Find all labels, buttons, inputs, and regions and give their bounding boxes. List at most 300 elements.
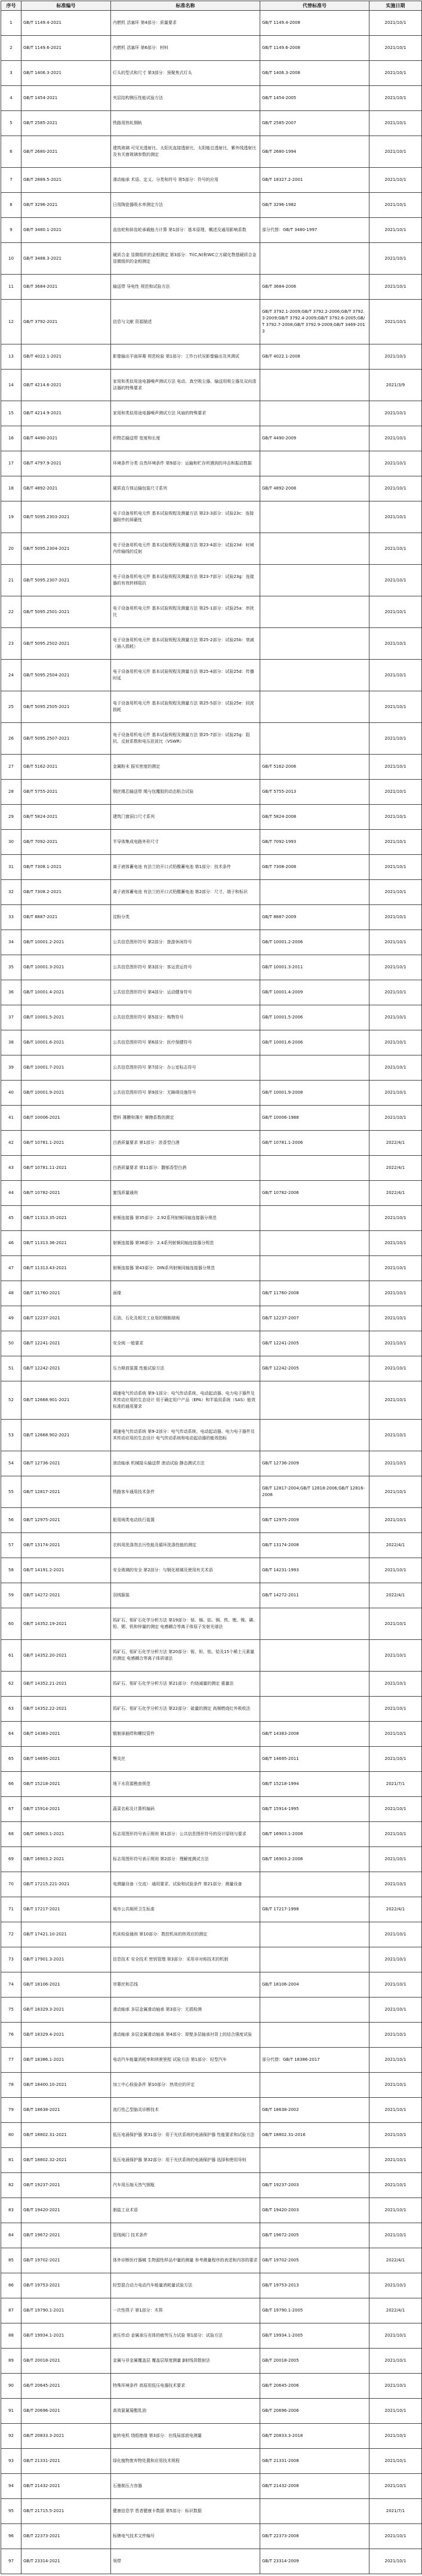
table-row [1, 2349, 422, 2374]
cell-replaced-standard: GB/T 18802.31-2016 [260, 2123, 369, 2148]
cell-effective-date: 2021/10/1 [369, 275, 422, 300]
table-row [1, 1972, 422, 1998]
cell-serial-number: 58 [1, 1558, 21, 1583]
cell-standard-number: GB/T 21432-2021 [21, 2474, 111, 2499]
cell-serial-number: 6 [1, 136, 21, 168]
cell-effective-date: 2021/10/1 [369, 2323, 422, 2349]
cell-standard-name: 电测量设备（交流） 通用要求、试验和试验条件 第21部分：测量设备 [111, 1872, 260, 1897]
cell-serial-number: 56 [1, 1508, 21, 1533]
cell-standard-number: GB/T 19420-2021 [21, 2198, 111, 2223]
cell-standard-name: 地下水资源勘查规范 [111, 1772, 260, 1797]
header-standard-name: 标准名称 [111, 1, 260, 11]
cell-serial-number: 47 [1, 1256, 21, 1281]
cell-standard-number: GB/T 4022.1-2021 [21, 344, 111, 370]
cell-standard-number: GB/T 5162-2021 [21, 755, 111, 780]
cell-serial-number: 5 [1, 111, 21, 136]
table-row [1, 1822, 422, 1847]
cell-standard-number: GB/T 3488.3-2021 [21, 243, 111, 275]
cell-serial-number: 29 [1, 805, 21, 830]
cell-standard-number: GB/T 19790.1-2021 [21, 2298, 111, 2323]
cell-serial-number: 76 [1, 2023, 21, 2048]
cell-standard-name: 船用阀类电动执行装置 [111, 1508, 260, 1533]
cell-standard-name: 内燃机 活塞环 第6部分：材料 [111, 36, 260, 61]
cell-effective-date: 2021/10/1 [369, 2173, 422, 2198]
cell-effective-date: 2021/10/1 [369, 136, 422, 168]
cell-replaced-standard [260, 243, 369, 275]
cell-serial-number: 10 [1, 243, 21, 275]
cell-replaced-standard: GB/T 20696-2006 [260, 2399, 369, 2424]
cell-serial-number: 16 [1, 426, 21, 451]
cell-standard-name: 电子设备用机电元件 基本试验规程及测量方法 第25-1部分：试验25a：串扰比 [111, 596, 260, 628]
cell-replaced-standard: GB/T 18327.2-2001 [260, 168, 369, 193]
table-row [1, 1797, 422, 1822]
table-row [1, 426, 422, 451]
cell-serial-number: 63 [1, 1697, 21, 1722]
cell-standard-name: 衣料用洗涤剂去污性能及循环洗涤性能的测定 [111, 1533, 260, 1558]
cell-standard-name: 蜜饯质量通则 [111, 1181, 260, 1206]
cell-serial-number: 64 [1, 1722, 21, 1747]
table-row [1, 2098, 422, 2123]
cell-replaced-standard: 部分代替：GB/T 3480-1997 [260, 218, 369, 243]
header-serial-number: 序号 [1, 1, 21, 11]
table-row [1, 1747, 422, 1772]
cell-standard-name: 加工中心检验条件 第10部分：热效应的评定 [111, 2073, 260, 2098]
table-row [1, 1356, 422, 1381]
cell-serial-number: 93 [1, 2449, 21, 2474]
cell-serial-number: 90 [1, 2374, 21, 2399]
cell-standard-number: GB/T 4490-2021 [21, 426, 111, 451]
cell-standard-name: 石墨制压力容器 [111, 2474, 260, 2499]
cell-serial-number: 79 [1, 2098, 21, 2123]
cell-serial-number: 45 [1, 1206, 21, 1231]
cell-effective-date: 2021/10/1 [369, 1055, 422, 1081]
cell-standard-number: GB/T 2680-2021 [21, 136, 111, 168]
cell-standard-name: 高效氯氰菊酯乳油 [111, 2399, 260, 2424]
table-row [1, 1381, 422, 1420]
cell-serial-number: 32 [1, 880, 21, 905]
cell-replaced-standard: GB/T 1406.3-2008 [260, 61, 369, 86]
cell-replaced-standard [260, 1256, 369, 1281]
cell-replaced-standard: GB/T 14272-2011 [260, 1583, 369, 1608]
cell-replaced-standard: GB/T 15914-1995 [260, 1797, 369, 1822]
table-row [1, 955, 422, 980]
table-row [1, 1640, 422, 1672]
cell-replaced-standard: GB/T 1149.6-2008 [260, 36, 369, 61]
cell-replaced-standard: GB/T 10001.5-2006 [260, 1005, 369, 1030]
cell-standard-number: GB/T 1149.6-2021 [21, 36, 111, 61]
cell-standard-number: GB/T 19237-2021 [21, 2173, 111, 2198]
cell-replaced-standard: GB/T 12736-2009 [260, 1451, 369, 1476]
cell-standard-name: 夹层结构侧压性能试验方法 [111, 86, 260, 111]
cell-standard-number: GB/T 11760-2021 [21, 1281, 111, 1306]
cell-standard-number: GB/T 15218-2021 [21, 1772, 111, 1797]
cell-serial-number: 84 [1, 2223, 21, 2248]
table-row [1, 1306, 422, 1331]
cell-serial-number: 42 [1, 1131, 21, 1156]
cell-standard-number: GB/T 12242-2021 [21, 1356, 111, 1381]
cell-serial-number: 33 [1, 905, 21, 930]
cell-effective-date: 2021/10/1 [369, 1420, 422, 1451]
cell-standard-name: 日用陶瓷器吸水率测定方法 [111, 193, 260, 218]
cell-standard-name: 汽车用压缩天然气钢瓶 [111, 2173, 260, 2198]
cell-standard-name: 铁路用热轧钢轨 [111, 111, 260, 136]
cell-effective-date: 2021/10/1 [369, 2098, 422, 2123]
cell-standard-number: GB/T 12241-2021 [21, 1331, 111, 1356]
table-row [1, 36, 422, 61]
cell-effective-date: 2021/7/1 [369, 1772, 422, 1797]
table-row [1, 1998, 422, 2023]
cell-standard-number: GB/T 10781.1-2021 [21, 1131, 111, 1156]
cell-standard-number: GB/T 5095.2507-2021 [21, 723, 111, 755]
cell-effective-date: 2021/10/1 [369, 1081, 422, 1106]
cell-standard-name: 管线阀门 技术条件 [111, 2223, 260, 2248]
cell-serial-number: 17 [1, 451, 21, 476]
table-row [1, 1533, 422, 1558]
cell-standard-number: GB/T 19702-2021 [21, 2248, 111, 2273]
table-row [1, 1420, 422, 1451]
cell-replaced-standard [260, 1872, 369, 1897]
cell-replaced-standard [260, 2023, 369, 2048]
cell-replaced-standard [260, 1672, 369, 1697]
cell-standard-name: 白酒质量要求 第11部分：馥郁香型白酒 [111, 1156, 260, 1181]
cell-effective-date: 2021/10/1 [369, 36, 422, 61]
cell-standard-number: GB/T 16903.1-2021 [21, 1822, 111, 1847]
cell-standard-number: GB/T 14695-2021 [21, 1747, 111, 1772]
cell-serial-number: 81 [1, 2148, 21, 2173]
cell-standard-number: GB/T 12668.902-2021 [21, 1420, 111, 1451]
cell-effective-date: 2022/4/1 [369, 2248, 422, 2273]
cell-serial-number: 86 [1, 2273, 21, 2298]
cell-standard-number: GB/T 11313.35-2021 [21, 1206, 111, 1231]
cell-serial-number: 37 [1, 1005, 21, 1030]
cell-replaced-standard: GB/T 19237-2003 [260, 2173, 369, 2198]
cell-standard-number: GB/T 10001.3-2021 [21, 955, 111, 980]
cell-standard-name: 公共信息图形符号 第3部分：客运货运符号 [111, 955, 260, 980]
cell-effective-date: 2021/10/1 [369, 628, 422, 660]
cell-effective-date: 2021/10/1 [369, 2474, 422, 2499]
cell-standard-name: 电子设备用机电元件 基本试验规程及测量方法 第25-4部分：试验25d：传播时延 [111, 660, 260, 691]
table-row [1, 691, 422, 723]
cell-standard-number: GB/T 10001.5-2021 [21, 1005, 111, 1030]
cell-serial-number: 92 [1, 2424, 21, 2449]
cell-replaced-standard [260, 691, 369, 723]
cell-serial-number: 11 [1, 275, 21, 300]
cell-standard-number: GB/T 14352.20-2021 [21, 1640, 111, 1672]
cell-effective-date: 2021/7/1 [369, 2499, 422, 2524]
cell-serial-number: 89 [1, 2349, 21, 2374]
cell-replaced-standard [260, 1608, 369, 1640]
cell-replaced-standard: GB/T 21331-2008 [260, 2449, 369, 2474]
cell-standard-number: GB/T 4797.9-2021 [21, 451, 111, 476]
cell-standard-number: GB/T 1149.4-2021 [21, 11, 111, 36]
cell-effective-date: 2021/10/1 [369, 501, 422, 533]
cell-replaced-standard: GB/T 16903.2-2008 [260, 1847, 369, 1872]
cell-standard-number: GB/T 5095.2502-2021 [21, 628, 111, 660]
cell-standard-name: 金属与非金属覆盖层 覆盖层厚度测量 β射线背散射法 [111, 2349, 260, 2374]
table-row [1, 111, 422, 136]
cell-effective-date: 2021/10/1 [369, 1872, 422, 1897]
cell-standard-number: GB/T 15914-2021 [21, 1797, 111, 1822]
cell-standard-name: 建筑门窗洞口尺寸系列 [111, 805, 260, 830]
table-row [1, 2023, 422, 2048]
table-row [1, 1558, 422, 1583]
table-row [1, 2399, 422, 2424]
table-row [1, 1281, 422, 1306]
table-row [1, 1508, 422, 1533]
cell-standard-name: 标志用图形符号表示规则 第2部分：理解度测试方法 [111, 1847, 260, 1872]
cell-serial-number: 69 [1, 1847, 21, 1872]
cell-standard-number: GB/T 10001.7-2021 [21, 1055, 111, 1081]
cell-replaced-standard [260, 451, 369, 476]
table-row [1, 1131, 422, 1156]
cell-serial-number: 18 [1, 476, 21, 501]
table-row [1, 1922, 422, 1947]
cell-effective-date: 2021/10/1 [369, 1005, 422, 1030]
cell-replaced-standard [260, 1922, 369, 1947]
cell-replaced-standard: GB/T 3684-2006 [260, 275, 369, 300]
cell-replaced-standard [260, 723, 369, 755]
table-row [1, 1722, 422, 1747]
cell-standard-number: GB/T 14352.21-2021 [21, 1672, 111, 1697]
cell-standard-number: GB/T 1406.3-2021 [21, 61, 111, 86]
cell-standard-name: 半导体集成电路外形尺寸 [111, 830, 260, 855]
table-row [1, 2298, 422, 2323]
cell-serial-number: 22 [1, 596, 21, 628]
cell-standard-name: 标志用图形符号表示规则 第1部分：公共信息图形符号的设计原则与要求 [111, 1822, 260, 1847]
cell-standard-number: GB/T 10001.4-2021 [21, 980, 111, 1005]
table-row [1, 1847, 422, 1872]
cell-effective-date: 2022/4/1 [369, 1156, 422, 1181]
cell-effective-date: 2021/10/1 [369, 1747, 422, 1772]
cell-standard-name: 电子设备用机电元件 基本试验规程及测量方法 第25-7部分：试验25g：阻抗、反射系数和电压驻波比（VSWR） [111, 723, 260, 755]
table-header-row [1, 1, 422, 11]
cell-serial-number: 77 [1, 2048, 21, 2073]
cell-standard-number: GB/T 21715.5-2021 [21, 2499, 111, 2524]
table-row [1, 1872, 422, 1897]
cell-standard-number: GB/T 23314-2021 [21, 2549, 111, 2574]
table-row [1, 780, 422, 805]
cell-standard-name: 淀粉分类 [111, 905, 260, 930]
cell-serial-number: 60 [1, 1608, 21, 1640]
cell-effective-date: 2021/10/1 [369, 596, 422, 628]
cell-serial-number: 4 [1, 86, 21, 111]
cell-standard-name: 公共信息图形符号 第4部分：运动健身符号 [111, 980, 260, 1005]
table-row [1, 880, 422, 905]
table-row [1, 2073, 422, 2098]
cell-standard-number: GB/T 10001.6-2021 [21, 1030, 111, 1055]
cell-serial-number: 70 [1, 1872, 21, 1897]
cell-standard-name: 影像输出平面屏幕 规范检验 第1部分：工作台状况影像输出及其测试 [111, 344, 260, 370]
cell-standard-name: 家用和类似用途电器噪声测试方法 风扇的特殊要求 [111, 401, 260, 426]
cell-replaced-standard [260, 1206, 369, 1231]
cell-standard-number: GB/T 17215.221-2021 [21, 1872, 111, 1897]
cell-standard-number: GB/T 19672-2021 [21, 2223, 111, 2248]
standards-table [1, 1, 422, 2574]
cell-standard-name: 滑动轴承 多层金属滑动轴承 第3部分：无损检测 [111, 1998, 260, 2023]
cell-standard-name: 安全阀 一般要求 [111, 1331, 260, 1356]
cell-standard-number: GB/T 5095.2504-2021 [21, 660, 111, 691]
table-row [1, 1772, 422, 1797]
table-row [1, 2248, 422, 2273]
cell-standard-number: GB/T 12237-2021 [21, 1306, 111, 1331]
table-row [1, 275, 422, 300]
cell-replaced-standard: GB/T 10782-2006 [260, 1181, 369, 1206]
cell-effective-date: 2021/10/1 [369, 2549, 422, 2574]
cell-serial-number: 50 [1, 1331, 21, 1356]
cell-standard-name: 蔬菜名称及计算机编码 [111, 1797, 260, 1822]
cell-serial-number: 83 [1, 2198, 21, 2223]
cell-effective-date: 2021/10/1 [369, 1231, 422, 1256]
cell-standard-name: 环境条件分类 自然环境条件 第9部分：运输和贮存所遇到的冲击和振动数据 [111, 451, 260, 476]
cell-effective-date: 2021/10/1 [369, 1608, 422, 1640]
cell-serial-number: 34 [1, 930, 21, 955]
cell-effective-date: 2021/10/1 [369, 1847, 422, 1872]
cell-standard-number: GB/T 18638-2021 [21, 2098, 111, 2123]
header-standard-number: 标准编号 [21, 1, 111, 11]
cell-effective-date: 2021/10/1 [369, 2424, 422, 2449]
cell-standard-name: 公共信息图形符号 第5部分：购物符号 [111, 1005, 260, 1030]
table-row [1, 855, 422, 880]
cell-serial-number: 40 [1, 1081, 21, 1106]
cell-serial-number: 36 [1, 980, 21, 1005]
cell-standard-number: GB/T 18106-2021 [21, 1972, 111, 1998]
cell-effective-date: 2021/10/1 [369, 1998, 422, 2023]
table-row [1, 86, 422, 111]
cell-serial-number: 82 [1, 2173, 21, 2198]
cell-effective-date: 2021/10/1 [369, 1281, 422, 1306]
cell-replaced-standard: GB/T 19790.1-2005 [260, 2298, 369, 2323]
table-row [1, 1156, 422, 1181]
cell-effective-date: 2021/10/1 [369, 2073, 422, 2098]
cell-effective-date: 2021/10/1 [369, 168, 422, 193]
cell-standard-name: 射频连接器 第35部分：2.92系列射频同轴连接器分规范 [111, 1206, 260, 1231]
table-row [1, 2374, 422, 2399]
cell-standard-number: GB/T 14352.19-2021 [21, 1608, 111, 1640]
table-row [1, 451, 422, 476]
cell-standard-name: 滚动轴承 机械接头输送带 滚动试验 静态测试方法 [111, 1451, 260, 1476]
table-row [1, 136, 422, 168]
cell-serial-number: 49 [1, 1306, 21, 1331]
cell-replaced-standard [260, 533, 369, 565]
cell-replaced-standard: GB/T 12242-2005 [260, 1356, 369, 1381]
cell-standard-number: GB/T 5095.2304-2021 [21, 533, 111, 565]
cell-standard-number: GB/T 5095.2501-2021 [21, 596, 111, 628]
cell-effective-date: 2021/10/1 [369, 451, 422, 476]
cell-replaced-standard [260, 501, 369, 533]
cell-replaced-standard: GB/T 13174-2008 [260, 1533, 369, 1558]
cell-effective-date: 2021/10/1 [369, 193, 422, 218]
cell-replaced-standard: GB/T 8887-2009 [260, 905, 369, 930]
cell-effective-date: 2021/10/1 [369, 2349, 422, 2374]
cell-serial-number: 25 [1, 691, 21, 723]
cell-standard-name: 调速电气传动系统 第9-2部分：电气传动系统、电动起动器、电力电子器件及其传动应用的生态设计 电气传动系统和电动起动器的能效指标 [111, 1420, 260, 1451]
cell-replaced-standard: GB/T 16903.1-2008 [260, 1822, 369, 1847]
cell-standard-name: 石油、石化及相关工业用的钢制球阀 [111, 1306, 260, 1331]
table-row [1, 2474, 422, 2499]
cell-standard-number: GB/T 14352.22-2021 [21, 1697, 111, 1722]
cell-standard-number: GB/T 5755-2021 [21, 780, 111, 805]
cell-standard-name: 硬质合金 显微组织的金相测定 第3部分：Ti(C,N)和WC立方碳化物基硬质合金显微组织的金相测定 [111, 243, 260, 275]
cell-effective-date: 2021/10/1 [369, 1508, 422, 1533]
cell-standard-name: 钨矿石、钼矿石化学分析方法 第19部分：铋、镉、钴、铜、铁、锂、镍、磷、铅、锶、钒和锌量的测定 电感耦合等离子体原子发射光谱法 [111, 1608, 260, 1640]
cell-replaced-standard: GB/T 3296-1982 [260, 193, 369, 218]
cell-replaced-standard: GB/T 18638-2002 [260, 2098, 369, 2123]
cell-effective-date: 2022/4/1 [369, 1583, 422, 1608]
cell-standard-name: 帘幕丝和芯线 [111, 1972, 260, 1998]
table-row [1, 501, 422, 533]
table-row [1, 344, 422, 370]
cell-serial-number: 55 [1, 1476, 21, 1508]
cell-standard-number: GB/T 10781.11-2021 [21, 1156, 111, 1181]
cell-replaced-standard: GB/T 20645-2006 [260, 2374, 369, 2399]
cell-serial-number: 19 [1, 501, 21, 533]
table-row [1, 2449, 422, 2474]
cell-serial-number: 74 [1, 1972, 21, 1998]
cell-standard-name: 标牌电气技术文件编号 [111, 2524, 260, 2549]
cell-standard-number: GB/T 12668.901-2021 [21, 1381, 111, 1420]
cell-standard-number: GB/T 21331-2021 [21, 2449, 111, 2474]
cell-serial-number: 1 [1, 11, 21, 36]
cell-serial-number: 8 [1, 193, 21, 218]
cell-effective-date: 2021/10/1 [369, 1672, 422, 1697]
cell-serial-number: 96 [1, 2524, 21, 2549]
cell-standard-number: GB/T 5095.2505-2021 [21, 691, 111, 723]
cell-standard-name: 内燃机 活塞环 第4部分：质量要求 [111, 11, 260, 36]
table-row [1, 401, 422, 426]
cell-effective-date: 2021/10/1 [369, 2198, 422, 2223]
cell-standard-number: GB/T 14383-2021 [21, 1722, 111, 1747]
cell-effective-date: 2021/10/1 [369, 2524, 422, 2549]
cell-replaced-standard: GB/T 1149.4-2008 [260, 11, 369, 36]
cell-standard-name: 直齿轮和斜齿轮承载能力计算 第1部分：基本原理、概述及通用影响系数 [111, 218, 260, 243]
cell-serial-number: 78 [1, 2073, 21, 2098]
cell-standard-number: GB/T 3684-2021 [21, 275, 111, 300]
cell-replaced-standard [260, 565, 369, 596]
header-replaced-standard: 代替标准号 [260, 1, 369, 11]
cell-effective-date: 2021/10/1 [369, 1206, 422, 1231]
cell-standard-name: 钨矿石、钼矿石化学分析方法 第22部分：硫量的测定 高频燃烧红外吸收法 [111, 1697, 260, 1722]
cell-replaced-standard: GB/T 10006-1988 [260, 1106, 369, 1131]
cell-effective-date: 2021/10/1 [369, 980, 422, 1005]
cell-serial-number: 59 [1, 1583, 21, 1608]
cell-serial-number: 35 [1, 955, 21, 980]
table-row [1, 533, 422, 565]
cell-serial-number: 73 [1, 1947, 21, 1972]
cell-serial-number: 13 [1, 344, 21, 370]
cell-standard-number: GB/T 12817-2021 [21, 1476, 111, 1508]
cell-serial-number: 68 [1, 1822, 21, 1847]
cell-standard-number: GB/T 4892-2021 [21, 476, 111, 501]
cell-standard-number: GB/T 10006-2021 [21, 1106, 111, 1131]
cell-standard-name: 绿化植物废弃物处置和应用技术规程 [111, 2449, 260, 2474]
cell-effective-date: 2021/10/1 [369, 1030, 422, 1055]
cell-serial-number: 41 [1, 1106, 21, 1131]
cell-replaced-standard: GB/T 4490-2009 [260, 426, 369, 451]
cell-replaced-standard [260, 660, 369, 691]
table-row [1, 2148, 422, 2173]
cell-effective-date: 2021/10/1 [369, 2449, 422, 2474]
cell-standard-number: GB/T 12975-2021 [21, 1508, 111, 1533]
cell-effective-date: 2021/10/1 [369, 830, 422, 855]
cell-standard-number: GB/T 10001.2-2021 [21, 930, 111, 955]
cell-standard-name: 健康信息学 患者健康卡数据 第5部分：标识数据 [111, 2499, 260, 2524]
cell-replaced-standard: GB/T 2585-2007 [260, 111, 369, 136]
cell-standard-number: GB/T 1454-2021 [21, 86, 111, 111]
cell-standard-number: GB/T 2585-2021 [21, 111, 111, 136]
cell-serial-number: 88 [1, 2323, 21, 2349]
table-row [1, 1697, 422, 1722]
cell-effective-date: 2022/4/1 [369, 1897, 422, 1922]
